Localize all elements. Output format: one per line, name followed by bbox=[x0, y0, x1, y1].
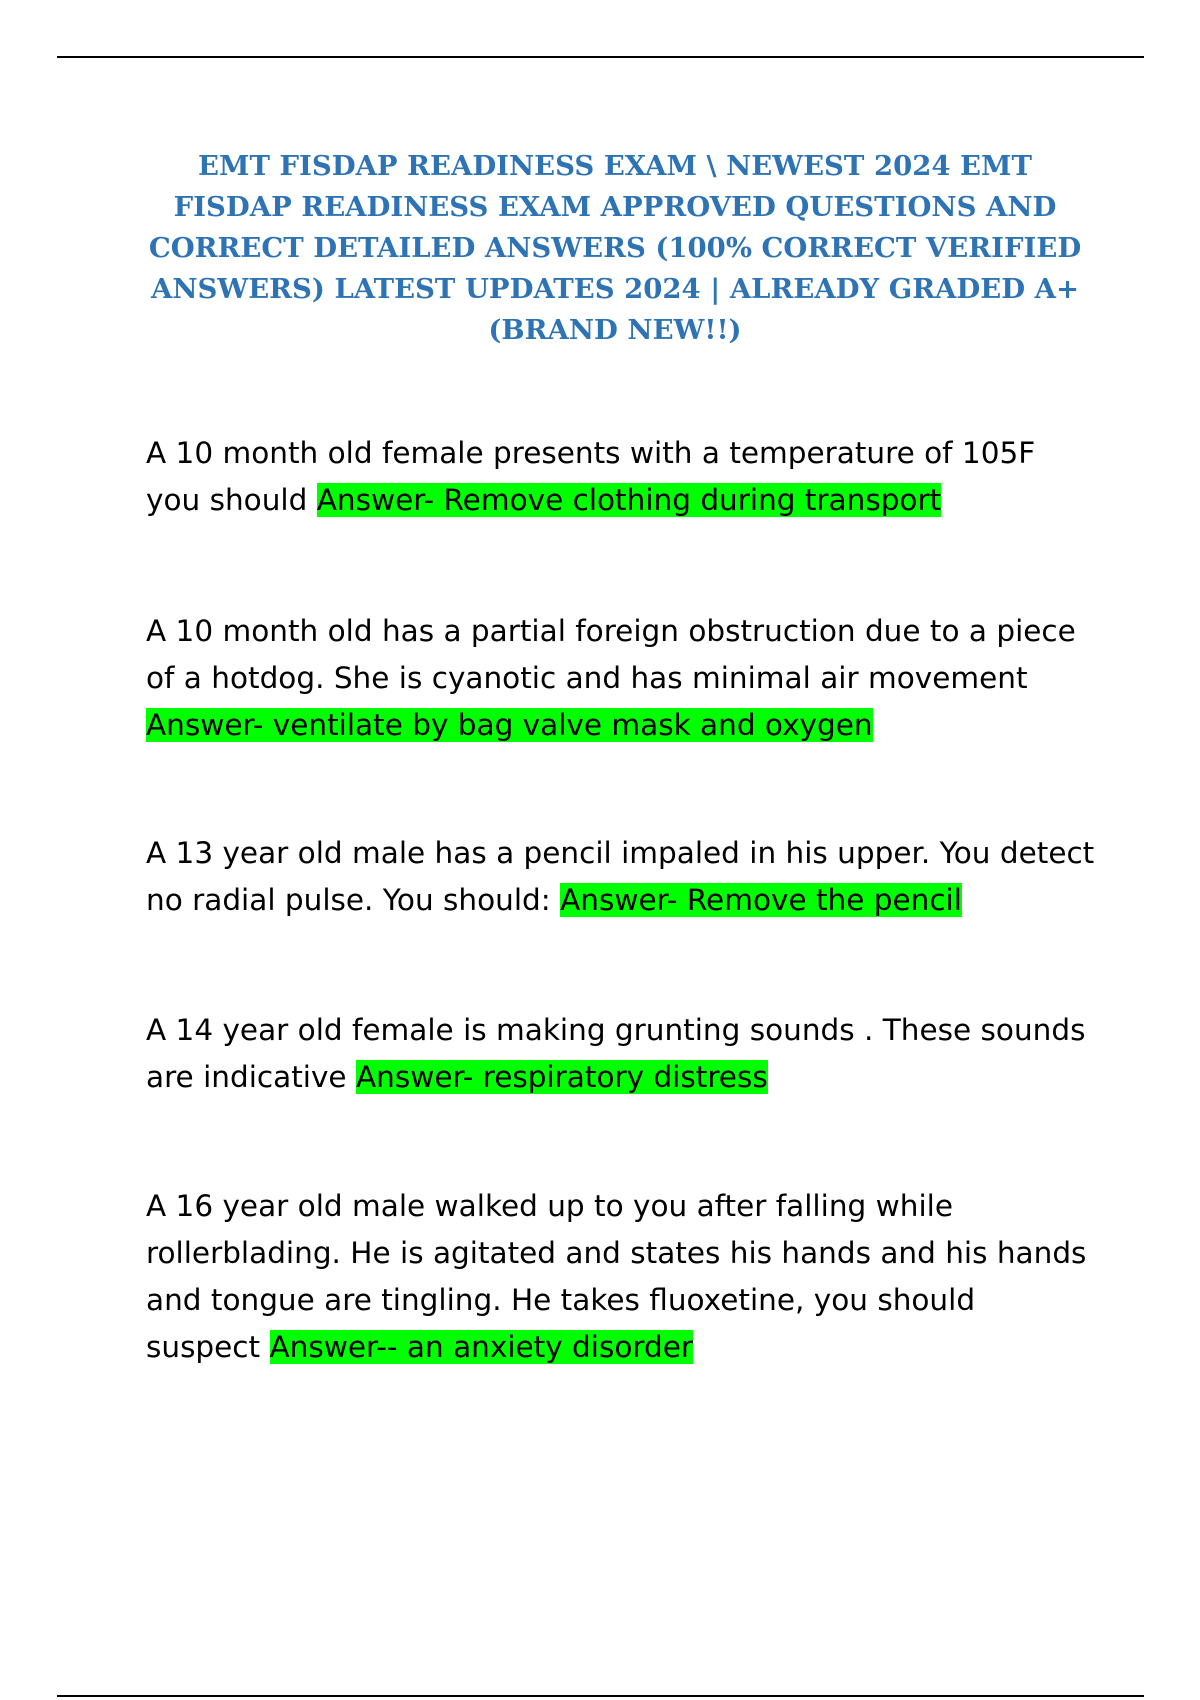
question-item bbox=[146, 1007, 1096, 1101]
question-text: A 14 year old female is making grunting sounds . These sounds are indicative bbox=[146, 1013, 1086, 1094]
answer-highlight: Answer- Remove clothing during transport bbox=[316, 483, 942, 517]
header-rule bbox=[57, 56, 1144, 58]
answer-highlight: Answer- ventilate by bag valve mask and oxygen bbox=[146, 708, 873, 742]
footer-rule bbox=[57, 1695, 1144, 1697]
question-text: A 10 month old has a partial foreign obstruction due to a piece of a hotdog. She is cyanotic and has minimal air movement bbox=[146, 614, 1076, 695]
question-item bbox=[146, 430, 1096, 524]
question-item bbox=[146, 1183, 1096, 1371]
document-title: EMT FISDAP READINESS EXAM \ NEWEST 2024 EMT FISDAP READINESS EXAM APPROVED QUESTIONS AND CORRECT DETAILED ANSWERS (100% CORRECT VERIFIED ANSWERS) LATEST UPDATES 2024 | ALREADY GRADED A+ (BRAND NEW!!) bbox=[148, 150, 1082, 346]
question-text: A 16 year old male walked up to you after falling while rollerblading. He is agitated and states his hands and his hands and tongue are tingling. He takes fluoxetine, you should suspect bbox=[146, 1189, 1087, 1364]
question-item bbox=[146, 830, 1096, 924]
question-text: A 10 month old female presents with a temperature of 105F you should bbox=[146, 436, 1036, 517]
answer-highlight: Answer- respiratory distress bbox=[355, 1060, 768, 1094]
answer-highlight: Answer- Remove the pencil bbox=[560, 883, 962, 917]
question-text: A 13 year old male has a pencil impaled in his upper. You detect no radial pulse. You should: bbox=[146, 836, 1095, 917]
answer-highlight: Answer-- an anxiety disorder bbox=[269, 1330, 694, 1364]
question-item bbox=[146, 608, 1096, 749]
